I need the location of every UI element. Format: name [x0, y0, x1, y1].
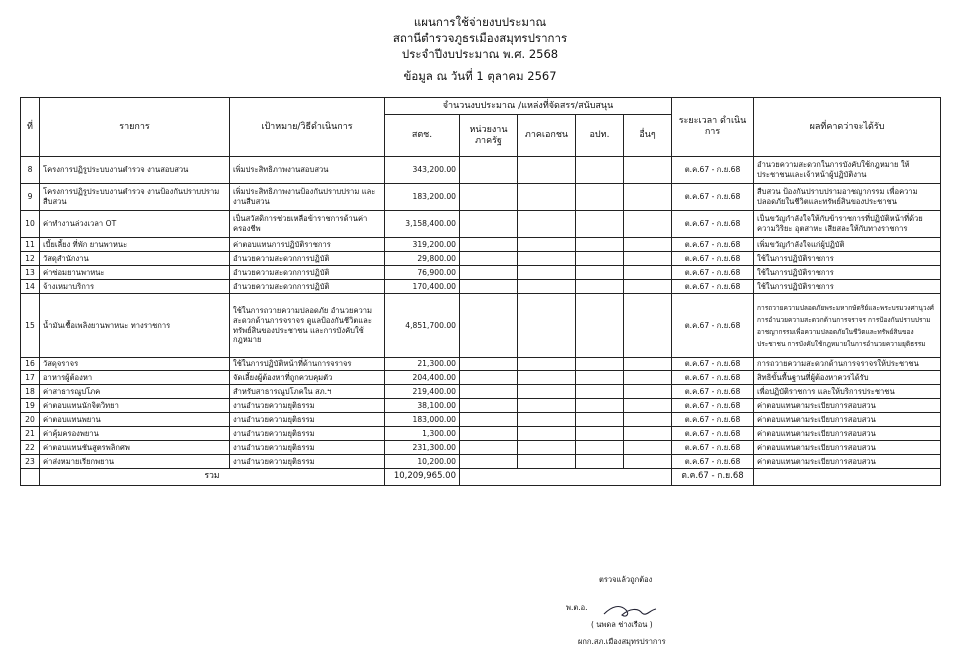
col-header-no: ที่ [21, 98, 40, 157]
row-private [518, 184, 576, 211]
row-number: 21 [21, 427, 40, 441]
row-target: ใช้ในการถวายความปลอดภัย อำนวยความสะดวกด้านการจราจร ดูแลป้องกันชีวิตและทรัพย์สินของประชาชน และการบังคับใช้กฎหมาย [230, 294, 385, 358]
row-number: 20 [21, 413, 40, 427]
row-local-admin [576, 413, 624, 427]
row-local-admin [576, 252, 624, 266]
row-local-admin [576, 184, 624, 211]
col-header-period: ระยะเวลา ดำเนินการ [672, 98, 754, 157]
row-other [624, 413, 672, 427]
row-result: การถวายความสะดวกด้านการจราจรให้ประชาชน [754, 358, 941, 371]
row-local-admin [576, 427, 624, 441]
row-target: เพิ่มประสิทธิภาพงานป้องกันปราบปราม และงานสืบสวน [230, 184, 385, 211]
col-header-gov-agency: หน่วยงาน ภาครัฐ [460, 115, 518, 157]
col-header-local-admin: อปท. [576, 115, 624, 157]
row-number: 22 [21, 441, 40, 455]
row-amount: 231,300.00 [385, 441, 460, 455]
row-other [624, 238, 672, 252]
row-gov-agency [460, 371, 518, 385]
row-period: ต.ค.67 - ก.ย.68 [672, 211, 754, 238]
row-amount: 183,200.00 [385, 184, 460, 211]
row-period: ต.ค.67 - ก.ย.68 [672, 266, 754, 280]
total-row [21, 469, 941, 486]
row-local-admin [576, 266, 624, 280]
row-period: ต.ค.67 - ก.ย.68 [672, 385, 754, 399]
row-gov-agency [460, 238, 518, 252]
document-header [0, 14, 960, 84]
row-number: 9 [21, 184, 40, 211]
row-other [624, 184, 672, 211]
row-item: อาหารผู้ต้องหา [40, 371, 230, 385]
total-empty [460, 469, 672, 486]
col-header-item: รายการ [40, 98, 230, 157]
row-other [624, 399, 672, 413]
plan-title: แผนการใช้จ่ายงบประมาณ [413, 15, 547, 29]
row-period: ต.ค.67 - ก.ย.68 [672, 184, 754, 211]
row-gov-agency [460, 455, 518, 469]
row-period: ต.ค.67 - ก.ย.68 [672, 238, 754, 252]
row-period: ต.ค.67 - ก.ย.68 [672, 371, 754, 385]
table-row [21, 184, 941, 211]
col-header-funding: จำนวนงบประมาณ /แหล่งที่จัดสรร/สนับสนุน [385, 98, 672, 115]
row-amount: 4,851,700.00 [385, 294, 460, 358]
row-private [518, 413, 576, 427]
row-amount: 3,158,400.00 [385, 211, 460, 238]
row-other [624, 211, 672, 238]
table-row [21, 427, 941, 441]
row-number: 11 [21, 238, 40, 252]
col-header-result: ผลที่คาดว่าจะได้รับ [754, 98, 941, 157]
table-row [21, 252, 941, 266]
row-amount: 29,800.00 [385, 252, 460, 266]
row-number: 15 [21, 294, 40, 358]
row-result: ค่าตอบแทนตามระเบียบการสอบสวน [754, 413, 941, 427]
row-other [624, 266, 672, 280]
row-item: ค่าตอบแทนนักจิตวิทยา [40, 399, 230, 413]
row-amount: 1,300.00 [385, 427, 460, 441]
table-row [21, 399, 941, 413]
row-gov-agency [460, 413, 518, 427]
row-number: 16 [21, 358, 40, 371]
row-other [624, 441, 672, 455]
row-private [518, 399, 576, 413]
row-period: ต.ค.67 - ก.ย.68 [672, 427, 754, 441]
total-label: รวม [40, 469, 385, 486]
row-local-admin [576, 294, 624, 358]
table-row [21, 211, 941, 238]
row-target: งานอำนวยความยุติธรรม [230, 427, 385, 441]
row-result: ค่าตอบแทนตามระเบียบการสอบสวน [754, 455, 941, 469]
table-body [21, 157, 941, 486]
row-result: ใช้ในการปฏิบัติราชการ [754, 266, 941, 280]
row-other [624, 252, 672, 266]
row-item: ค่าตอบแทนชันสูตรพลิกศพ [40, 441, 230, 455]
row-private [518, 455, 576, 469]
row-local-admin [576, 280, 624, 294]
row-target: สำหรับสาธารณูปโภคใน สภ.ฯ [230, 385, 385, 399]
row-result: อำนวยความสะดวกในการบังคับใช้กฎหมาย ให้ประชาชนและเจ้าหน้าผู้ปฏิบัติงาน [754, 157, 941, 184]
row-gov-agency [460, 294, 518, 358]
row-gov-agency [460, 385, 518, 399]
row-item: จ้างเหมาบริการ [40, 280, 230, 294]
row-amount: 204,400.00 [385, 371, 460, 385]
signer-rank: พ.ต.อ. [566, 603, 588, 612]
row-result: การถวายความปลอดภัยพระมหากษัตริย์และพระบรมวงศานุวงศ์ การอำนวยความสะดวกด้านการจราจร การป้องกันปราบปรามอาชญากรรมเพื่อความปลอดภัยในชีวิตและทรัพย์สินของประชาชน การบังคับใช้กฎหมายในการอำนวยความยุติธรรม [754, 294, 941, 358]
row-amount: 343,200.00 [385, 157, 460, 184]
row-item: น้ำมันเชื้อเพลิงยานพาหนะ ทางราชการ [40, 294, 230, 358]
row-number: 8 [21, 157, 40, 184]
row-private [518, 238, 576, 252]
table-row [21, 371, 941, 385]
row-gov-agency [460, 211, 518, 238]
row-number: 14 [21, 280, 40, 294]
budget-table [20, 97, 941, 486]
row-gov-agency [460, 427, 518, 441]
row-amount: 319,200.00 [385, 238, 460, 252]
row-result: เพิ่มขวัญกำลังใจแก่ผู้ปฏิบัติ [754, 238, 941, 252]
table-row [21, 455, 941, 469]
row-amount: 183,000.00 [385, 413, 460, 427]
table-row [21, 358, 941, 371]
row-item: โครงการปฏิรูประบบงานตำรวจ งานสอบสวน [40, 157, 230, 184]
row-result: ค่าตอบแทนตามระเบียบการสอบสวน [754, 399, 941, 413]
row-result: สืบสวน ป้องกันปราบปรามอาชญากรรม เพื่อความปลอดภัยในชีวิตและทรัพย์สินของประชาชน [754, 184, 941, 211]
row-number: 10 [21, 211, 40, 238]
row-period: ต.ค.67 - ก.ย.68 [672, 413, 754, 427]
row-number: 18 [21, 385, 40, 399]
row-target: งานอำนวยความยุติธรรม [230, 441, 385, 455]
checked-note: ตรวจแล้วถูกต้อง [599, 575, 653, 584]
row-private [518, 441, 576, 455]
row-number: 13 [21, 266, 40, 280]
row-amount: 170,400.00 [385, 280, 460, 294]
row-other [624, 427, 672, 441]
row-private [518, 157, 576, 184]
row-result: ใช้ในการปฏิบัติราชการ [754, 280, 941, 294]
row-gov-agency [460, 280, 518, 294]
row-target: อำนวยความสะดวกการปฏิบัติ [230, 252, 385, 266]
row-item: ค่าซ่อมยานพาหนะ [40, 266, 230, 280]
table-row [21, 238, 941, 252]
row-item: วัสดุสำนักงาน [40, 252, 230, 266]
row-private [518, 358, 576, 371]
row-number: 19 [21, 399, 40, 413]
row-period: ต.ค.67 - ก.ย.68 [672, 399, 754, 413]
row-result: เป็นขวัญกำลังใจให้กับข้าราชการที่ปฏิบัติหน้าที่ด้วยความวิริยะ อุตสาหะ เสียสละให้กับทางราชการ [754, 211, 941, 238]
col-header-police-budget: สตช. [385, 115, 460, 157]
as-of-date: ข้อมูล ณ วันที่ 1 ตุลาคม 2567 [403, 69, 557, 83]
row-period: ต.ค.67 - ก.ย.68 [672, 157, 754, 184]
row-other [624, 455, 672, 469]
row-other [624, 294, 672, 358]
row-result: ค่าตอบแทนตามระเบียบการสอบสวน [754, 441, 941, 455]
row-gov-agency [460, 184, 518, 211]
col-header-other: อื่นๆ [624, 115, 672, 157]
row-local-admin [576, 157, 624, 184]
row-private [518, 294, 576, 358]
total-result-empty [754, 469, 941, 486]
row-number: 23 [21, 455, 40, 469]
table-row [21, 280, 941, 294]
row-local-admin [576, 399, 624, 413]
row-amount: 21,300.00 [385, 358, 460, 371]
row-target: งานอำนวยความยุติธรรม [230, 413, 385, 427]
row-private [518, 211, 576, 238]
total-spacer [21, 469, 40, 486]
row-target: งานอำนวยความยุติธรรม [230, 455, 385, 469]
table-row [21, 294, 941, 358]
row-target: จัดเลี้ยงผู้ต้องหาที่ถูกควบคุมตัว [230, 371, 385, 385]
row-period: ต.ค.67 - ก.ย.68 [672, 294, 754, 358]
row-item: ค่าคุ้มครองพยาน [40, 427, 230, 441]
signer-name: ( นพดล ช่างเรือน ) [591, 620, 653, 629]
row-local-admin [576, 371, 624, 385]
row-gov-agency [460, 399, 518, 413]
row-local-admin [576, 238, 624, 252]
row-item: เบี้ยเลี้ยง ที่พัก ยานพาหนะ [40, 238, 230, 252]
row-gov-agency [460, 358, 518, 371]
row-other [624, 358, 672, 371]
table-row [21, 157, 941, 184]
row-amount: 76,900.00 [385, 266, 460, 280]
fiscal-year-title: ประจำปีงบประมาณ พ.ศ. 2568 [401, 47, 559, 61]
row-period: ต.ค.67 - ก.ย.68 [672, 441, 754, 455]
row-target: ค่าตอบแทนการปฏิบัติราชการ [230, 238, 385, 252]
total-period: ต.ค.67 - ก.ย.68 [672, 469, 754, 486]
row-amount: 219,400.00 [385, 385, 460, 399]
station-title: สถานีตำรวจภูธรเมืองสมุทรปราการ [392, 31, 568, 45]
row-local-admin [576, 455, 624, 469]
row-target: เพิ่มประสิทธิภาพงานสอบสวน [230, 157, 385, 184]
row-number: 17 [21, 371, 40, 385]
row-private [518, 252, 576, 266]
row-item: โครงการปฏิรูประบบงานตำรวจ งานป้องกันปราบปราม สืบสวน [40, 184, 230, 211]
row-gov-agency [460, 252, 518, 266]
row-gov-agency [460, 266, 518, 280]
row-gov-agency [460, 157, 518, 184]
table-row [21, 385, 941, 399]
row-period: ต.ค.67 - ก.ย.68 [672, 280, 754, 294]
row-item: ค่าสาธารณูปโภค [40, 385, 230, 399]
row-private [518, 385, 576, 399]
row-other [624, 157, 672, 184]
row-private [518, 280, 576, 294]
table-row [21, 266, 941, 280]
row-local-admin [576, 441, 624, 455]
handwritten-signature [600, 600, 660, 622]
row-other [624, 385, 672, 399]
row-gov-agency [460, 441, 518, 455]
row-local-admin [576, 358, 624, 371]
row-item: วัสดุจราจร [40, 358, 230, 371]
row-target: อำนวยความสะดวกการปฏิบัติ [230, 280, 385, 294]
row-local-admin [576, 211, 624, 238]
table-row [21, 441, 941, 455]
row-target: ใช้ในการปฏิบัติหน้าที่ด้านการจราจร [230, 358, 385, 371]
row-result: เพื่อปฏิบัติราชการ และให้บริการประชาชน [754, 385, 941, 399]
row-private [518, 266, 576, 280]
row-other [624, 371, 672, 385]
row-local-admin [576, 385, 624, 399]
row-item: ค่าทำงานล่วงเวลา OT [40, 211, 230, 238]
row-target: เป็นสวัสดิการช่วยเหลือข้าราชการด้านค่าครองชีพ [230, 211, 385, 238]
row-number: 12 [21, 252, 40, 266]
row-target: งานอำนวยความยุติธรรม [230, 399, 385, 413]
row-amount: 10,200.00 [385, 455, 460, 469]
row-period: ต.ค.67 - ก.ย.68 [672, 358, 754, 371]
row-target: อำนวยความสะดวกการปฏิบัติ [230, 266, 385, 280]
col-header-private: ภาคเอกชน [518, 115, 576, 157]
row-result: ค่าตอบแทนตามระเบียบการสอบสวน [754, 427, 941, 441]
row-period: ต.ค.67 - ก.ย.68 [672, 252, 754, 266]
row-item: ค่าส่งหมายเรียกพยาน [40, 455, 230, 469]
row-period: ต.ค.67 - ก.ย.68 [672, 455, 754, 469]
row-private [518, 427, 576, 441]
row-result: สิทธิขั้นพื้นฐานที่ผู้ต้องหาควรได้รับ [754, 371, 941, 385]
col-header-target: เป้าหมาย/วิธีดำเนินการ [230, 98, 385, 157]
row-item: ค่าตอบแทนพยาน [40, 413, 230, 427]
row-amount: 38,100.00 [385, 399, 460, 413]
row-result: ใช้ในการปฏิบัติราชการ [754, 252, 941, 266]
row-other [624, 280, 672, 294]
total-amount: 10,209,965.00 [385, 469, 460, 486]
row-private [518, 371, 576, 385]
signer-position: ผกก.สภ.เมืองสมุทรปราการ [578, 637, 666, 646]
table-row [21, 413, 941, 427]
